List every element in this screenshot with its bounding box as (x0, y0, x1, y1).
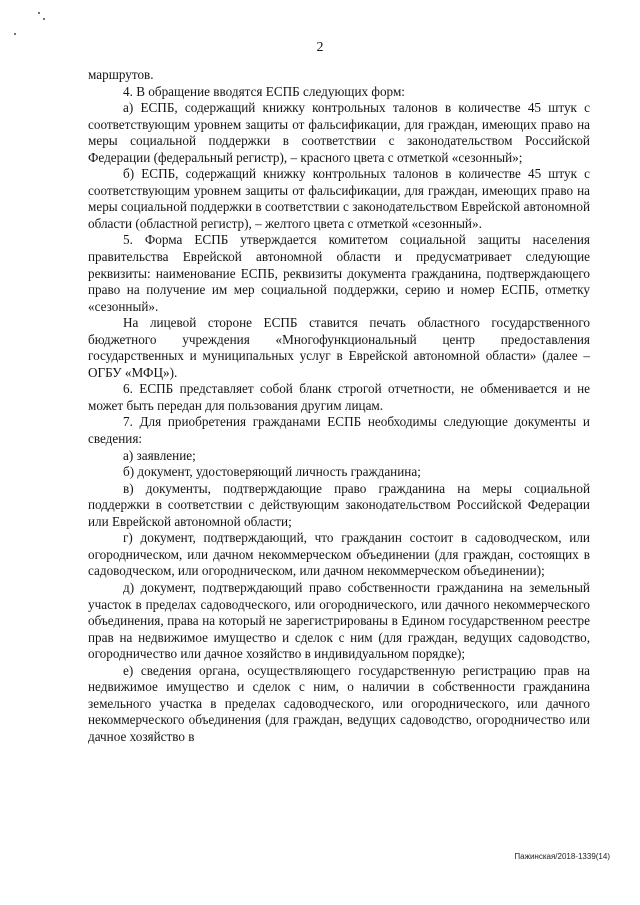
paragraph: д) документ, подтверждающий право собственности гражданина на земельный участок в пределах садоводческого, или огороднического, или дачного некоммерческого объединения, права на который не зарегистрированы в Едином государственном реестре прав на недвижимое имущество и сделок с ним (для граждан, ведущих садоводство, огородничество или дачное хозяйство в индивидуальном порядке); (88, 579, 590, 662)
paragraph: б) ЕСПБ, содержащий книжку контрольных талонов в количестве 45 штук с соответствующим уровнем защиты от фальсификации, для граждан, имеющих право на меры социальной поддержки в соответствии с законодательством Еврейской автономной области (областной регистр), – желтого цвета с отметкой «сезонный». (88, 166, 590, 231)
paragraph: е) сведения органа, осуществляющего государственную регистрацию прав на недвижимое имущество и сделок с ним, о наличии в собственности гражданина земельного участка в пределах садоводческого, или огороднического, или дачного некоммерческого объединения (для граждан, ведущих садоводство, огородничество или дачное хозяйство в (88, 662, 590, 744)
scan-speck (14, 33, 16, 35)
paragraph: а) ЕСПБ, содержащий книжку контрольных талонов в количестве 45 штук с соответствующим уровнем защиты от фальсификации, для граждан, имеющих право на меры социальной поддержки в соответствии с законодательством Российской Федерации (федеральный регистр), – красного цвета с отметкой «сезонный»; (88, 100, 590, 165)
document-body (88, 67, 590, 745)
scan-speck (38, 12, 40, 14)
paragraph: 7. Для приобретения гражданами ЕСПБ необходимы следующие документы и сведения: (88, 414, 590, 447)
paragraph: а) заявление; (123, 447, 196, 463)
paragraph: 5. Форма ЕСПБ утверждается комитетом социальной защиты населения правительства Еврейской автономной области и предусматривает следующие реквизиты: наименование ЕСПБ, реквизиты документа гражданина, подтверждающего право на получение им мер социальной поддержки, серию и номер ЕСПБ, отметку «сезонный». (88, 232, 590, 314)
page-number: 2 (316, 40, 324, 55)
paragraph: б) документ, удостоверяющий личность гражданина; (123, 464, 421, 480)
document-footer-code: Пажинская/2018-1339(14) (514, 852, 610, 861)
paragraph: в) документы, подтверждающие право гражданина на меры социальной поддержки в соответствии с действующим законодательством Российской Федерации или Еврейской автономной области; (88, 480, 590, 529)
paragraph: маршрутов. (88, 67, 154, 82)
paragraph: На лицевой стороне ЕСПБ ставится печать областного государственного бюджетного учреждения «Многофункциональный центр предоставления государственных и муниципальных услуг в Еврейской автономной области» (далее – ОГБУ «МФЦ»). (88, 315, 590, 380)
scan-speck (43, 18, 45, 20)
paragraph: 4. В обращение вводятся ЕСПБ следующих форм: (123, 83, 405, 99)
paragraph: г) документ, подтверждающий, что гражданин состоит в садоводческом, или огородническом, или дачном некоммерческом объединении (для граждан, состоящих в садоводческом, или огородническом, или дачном некоммерческом объединении); (88, 530, 590, 579)
paragraph: 6. ЕСПБ представляет собой бланк строгой отчетности, не обменивается и не может быть передан для пользования другим лицам. (88, 381, 590, 413)
